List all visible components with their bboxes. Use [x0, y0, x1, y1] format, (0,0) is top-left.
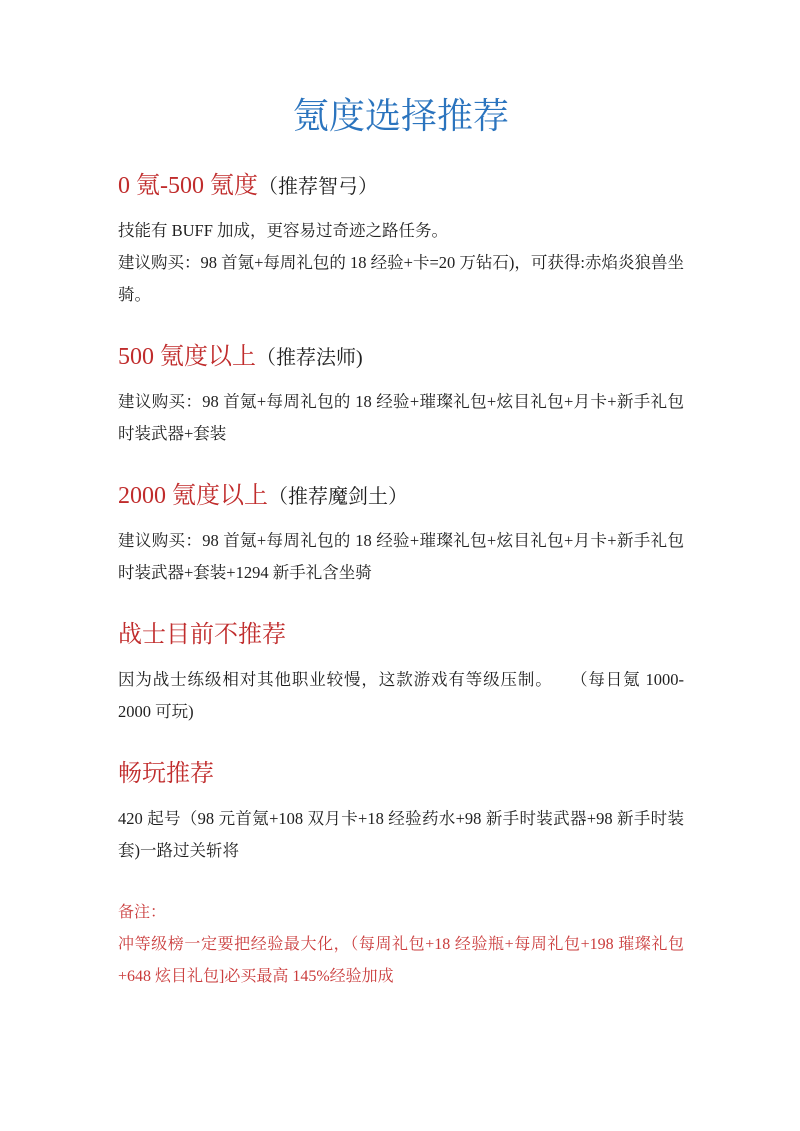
section-heading — [118, 758, 684, 791]
section-paragraph: 420 起号（98 元首氪+108 双月卡+18 经验药水+98 新手时装武器+98 新手时装套)一路过关斩将 — [118, 809, 684, 860]
section-heading-tier: 2000 氪度以上 — [118, 483, 268, 509]
section-paragraph: 因为战士练级相对其他职业较慢，这款游戏有等级压制。 （每日氪 1000-2000 可玩) — [118, 670, 684, 721]
section-heading-tier: 500 氪度以上 — [118, 344, 256, 370]
section-heading — [118, 480, 684, 513]
section-paragraph: 建议购买：98 首氪+每周礼包的 18 经验+卡=20 万钻石)，可获得:赤焰炎狼兽坐骑。 — [118, 253, 684, 304]
document-title: 氪度选择推荐 — [292, 96, 509, 136]
section-heading-tier: 战士目前不推荐 — [118, 622, 286, 648]
note-text: 冲等级榜一定要把经验最大化，（每周礼包+18 经验瓶+每周礼包+198 璀璨礼包+648 炫目礼包]必买最高 145%经验加成 — [118, 936, 684, 985]
note-label: 备注： — [118, 904, 167, 921]
section-heading-class-recommendation: （推荐智弓） — [258, 176, 378, 198]
section-paragraph: 技能有 BUFF 加成，更容易过奇迹之路任务。 — [118, 221, 449, 240]
document-content — [118, 0, 684, 993]
section-paragraph: 建议购买：98 首氪+每周礼包的 18 经验+璀璨礼包+炫目礼包+月卡+新手礼包时装武器+套装+1294 新手礼含坐骑 — [118, 531, 684, 582]
section-tier-2000-plus — [118, 480, 684, 589]
section-warrior-not-recommended — [118, 619, 684, 728]
section-tier-500-plus — [118, 341, 684, 450]
section-heading-tier: 0 氪-500 氪度 — [118, 173, 258, 199]
section-heading-tier: 畅玩推荐 — [118, 761, 214, 787]
section-heading-class-recommendation: （推荐法师) — [256, 347, 363, 369]
section-heading — [118, 341, 684, 374]
section-heading-class-recommendation: （推荐魔剑土） — [268, 486, 408, 508]
section-heading — [118, 619, 684, 652]
section-paragraph: 建议购买：98 首氪+每周礼包的 18 经验+璀璨礼包+炫目礼包+月卡+新手礼包时装武器+套装 — [118, 392, 684, 443]
note-section — [118, 897, 684, 993]
section-heading — [118, 170, 684, 203]
section-casual-play — [118, 758, 684, 867]
section-tier-0-500 — [118, 170, 684, 311]
